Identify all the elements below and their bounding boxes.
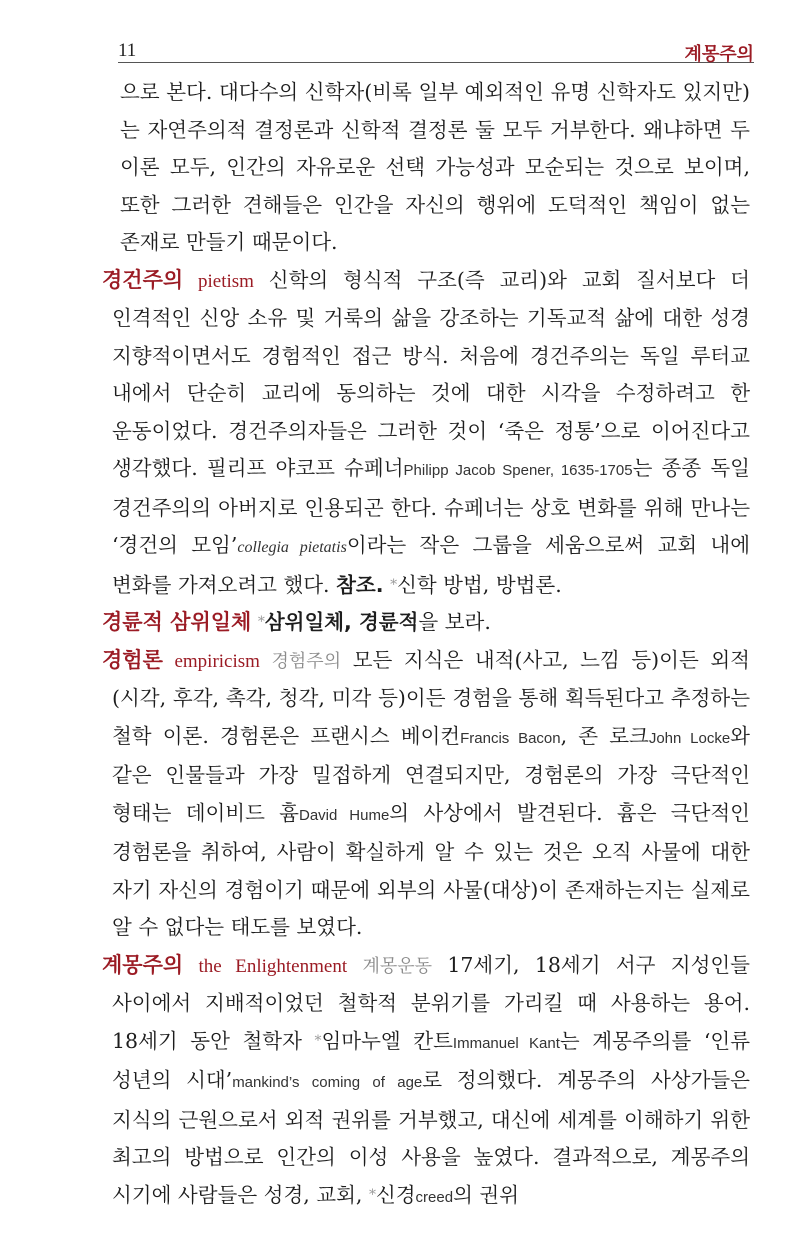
original-phrase: mankind’s coming of age — [232, 1074, 423, 1091]
cross-ref-asterisk-icon: * — [368, 1186, 376, 1203]
entry-empiricism — [102, 642, 750, 947]
definition-text: 로 정의했다. 계몽주의 사상가들은 지식의 근원으로서 외적 권위를 거부했고, 대신에 세계를 이해하기 위한 최고의 방법으로 인간의 이성 사용을 높였다. 결과적으로, 계몽주의 시기에 사람들은 성경, 교회, — [112, 1068, 750, 1207]
entry-enlightenment — [102, 947, 750, 1217]
original-name: creed — [415, 1188, 454, 1206]
entry-continuation — [120, 74, 750, 262]
alt-term: 경험주의 — [271, 650, 342, 672]
definition-text: , 존 로크 — [560, 723, 649, 748]
see-also-label: 참조. — [336, 572, 384, 597]
definition-text: 는 종종 독일 경건주의의 아버지로 인용되곤 한다. 슈페너는 상호 변화를 위해 만나는 ‘경건의 모임’ — [112, 456, 750, 557]
english-term: pietism — [197, 270, 254, 292]
definition-text: 17세기, 18세기 서구 지성인들 사이에서 지배적이었던 철학적 분위기를 가리킬 때 사용하는 용어. 18세기 동안 철학자 — [112, 952, 750, 1053]
definition-text: 모든 지식은 내적(사고, 느낌 등)이든 외적(시각, 후각, 촉각, 청각, 미각 등)이든 경험을 통해 획득된다고 추정하는 철학 이론. 경험론은 프랜시스 베이컨 — [112, 647, 750, 748]
definition-text: 신학의 형식적 구조(즉 교리)와 교회 질서보다 더 인격적인 신앙 소유 및 거룩의 삶을 강조하는 기독교적 삶에 대한 성경 지향적이면서도 경험적인 접근 방식. 처음에 경건주의는 독일 루터교 내에서 단순히 교리에 동의하는 것에 대한 시각을 수정하려고 한 운동이었다. 경건주의자들은 그러한 것이 ‘죽은 정통’으로 이어진다고 생각했다. 필리프 야코프 슈페너 — [112, 267, 750, 480]
running-title: 계몽주의 — [684, 44, 754, 65]
english-term: empiricism — [174, 650, 260, 672]
original-name: David Hume — [299, 806, 390, 824]
headword-enlightenment: 계몽주의 — [102, 952, 184, 977]
definition-text: 의 권위 — [453, 1182, 520, 1207]
definition-text: 와 같은 인물들과 가장 밀접하게 연결되지만, 경험론의 가장 극단적인 형태는 데이비드 흄 — [112, 723, 750, 825]
cross-ref-kant: 임마누엘 칸트 — [321, 1028, 453, 1053]
alt-term: 계몽운동 — [362, 955, 432, 977]
original-name: John Locke — [648, 729, 731, 747]
headword-pietism: 경건주의 — [102, 267, 184, 292]
page-number: 11 — [118, 40, 137, 61]
latin-term: collegia pietatis — [237, 539, 347, 556]
definition-text: 는 계몽주의를 ‘인류 성년의 시대’ — [112, 1028, 750, 1092]
headword-empiricism: 경험론 — [102, 647, 163, 672]
entry-pietism — [102, 262, 750, 605]
original-name: Francis Bacon — [460, 729, 561, 747]
cross-ref-asterisk-icon: * — [314, 1032, 322, 1049]
definition-text: 의 사상에서 발견된다. 흄은 극단적인 경험론을 취하여, 사람이 확실하게 알 수 있는 것은 오직 사물에 대한 자기 자신의 경험이기 때문에 외부의 사물(대상)이 존재하는지는 실제로 알 수 없다는 태도를 보였다. — [112, 800, 750, 939]
original-name: Immanuel Kant — [452, 1034, 560, 1052]
original-name: Philipp Jacob Spener, 1635-1705 — [403, 462, 633, 479]
page-header — [118, 0, 754, 63]
cross-ref-creed: 신경 — [375, 1182, 416, 1207]
dictionary-entries — [102, 74, 750, 1216]
headword-economic-trinity: 경륜적 삼위일체 — [102, 610, 252, 634]
continuation-text: 으로 본다. 대다수의 신학자(비록 일부 예외적인 유명 신학자도 있지만)는 자연주의적 결정론과 신학적 결정론 둘 모두 거부한다. 왜냐하면 두 이론 모두, 인간의 자유로운 선택 가능성과 모순되는 것으로 보이며, 또한 그러한 견해들은 인간을 자신의 행위에 도덕적인 책임이 없는 존재로 만들기 때문이다. — [120, 80, 750, 254]
see-also-refs: 신학 방법, 방법론. — [397, 572, 562, 597]
cross-ref-suffix: 을 보라. — [418, 610, 491, 634]
definition-text: 이라는 작은 그룹을 세움으로써 교회 내에 변화를 가져오려고 했다. — [112, 533, 750, 597]
entry-economic-trinity — [102, 604, 750, 642]
english-term: the Enlightenment — [198, 955, 348, 977]
cross-ref-asterisk-icon: * — [257, 614, 265, 630]
cross-ref-asterisk-icon: * — [390, 576, 398, 593]
cross-ref-target[interactable]: 삼위일체, 경륜적 — [264, 610, 419, 634]
